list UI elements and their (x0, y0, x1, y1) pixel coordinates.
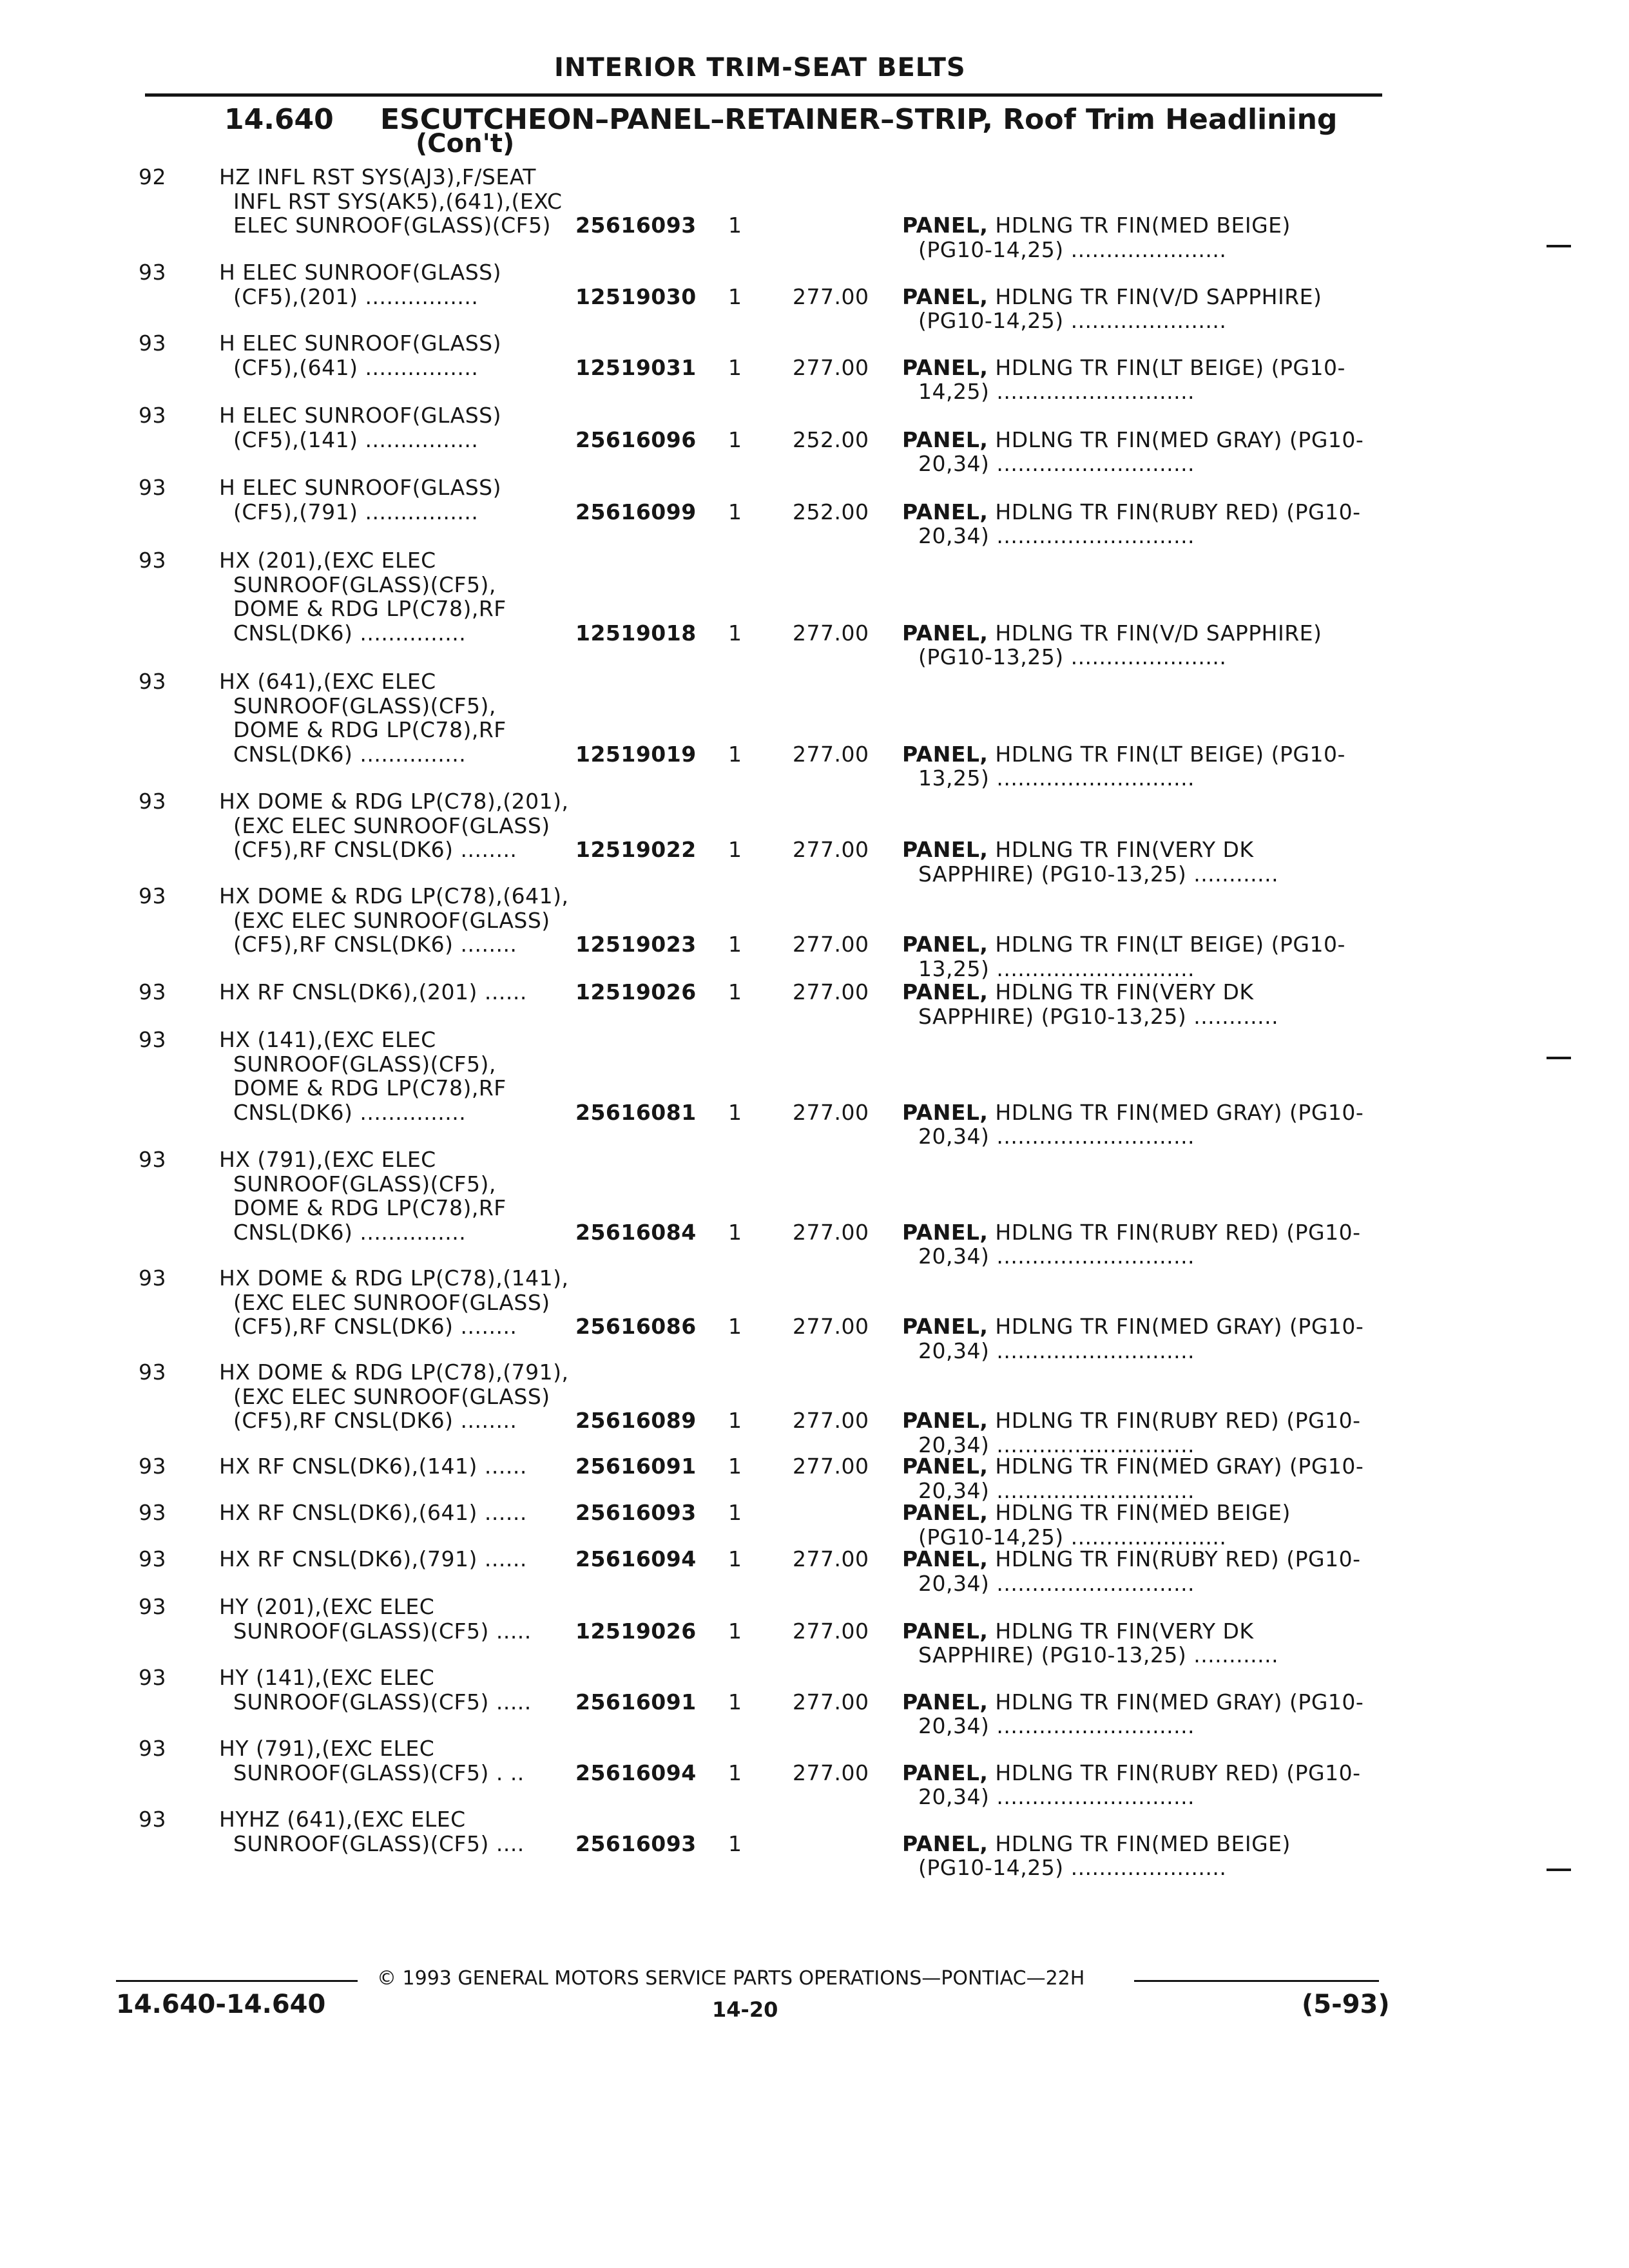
ref-number: 93 (139, 548, 166, 573)
ref-number: 93 (139, 1147, 166, 1172)
price: 277.00 (793, 620, 869, 646)
description-continued: 13,25) ............................ (918, 765, 1195, 791)
application-text: DOME & RDG LP(C78),RF (233, 596, 506, 621)
ref-number: 93 (139, 475, 166, 500)
ref-number: 93 (139, 1500, 166, 1525)
application-text: HX RF CNSL(DK6),(141) ...... (219, 1454, 527, 1479)
description-noun: PANEL, (902, 837, 988, 862)
part-number: 25616096 (575, 427, 697, 452)
description-text: HDLNG TR FIN(RUBY RED) (PG10- (995, 1408, 1361, 1433)
margin-mark (1547, 245, 1571, 247)
description-text: HDLNG TR FIN(LT BEIGE) (PG10- (995, 354, 1345, 380)
application-text: HX (641),(EXC ELEC (219, 669, 436, 694)
footer-page-number: 14-20 (712, 1997, 778, 2022)
description-continued: 20,34) ............................ (918, 1477, 1195, 1503)
description-text: HDLNG TR FIN(MED BEIGE) (995, 1500, 1291, 1525)
description (902, 1689, 1364, 1715)
description-text: HDLNG TR FIN(VERY DK (995, 979, 1254, 1004)
description-continued: 20,34) ............................ (918, 1124, 1195, 1149)
description-continued: SAPPHIRE) (PG10-13,25) ............ (918, 1642, 1279, 1667)
description-text: HDLNG TR FIN(RUBY RED) (PG10- (995, 1546, 1361, 1571)
ref-number: 93 (139, 1665, 166, 1690)
page-header-title: INTERIOR TRIM-SEAT BELTS (554, 53, 966, 82)
description-text: HDLNG TR FIN(VERY DK (995, 1618, 1254, 1644)
description (902, 1100, 1364, 1125)
description (902, 1408, 1361, 1433)
description-noun: PANEL, (902, 1099, 988, 1125)
description-continued: SAPPHIRE) (PG10-13,25) ............ (918, 861, 1279, 887)
price: 252.00 (793, 499, 869, 524)
part-number: 12519030 (575, 284, 697, 309)
application-text: HX RF CNSL(DK6),(201) ...... (219, 979, 527, 1004)
quantity: 1 (728, 1454, 742, 1479)
part-number: 25616091 (575, 1689, 697, 1715)
price: 277.00 (793, 932, 869, 957)
section-title: ESCUTCHEON–PANEL–RETAINER–STRIP, Roof Trim Headlining (380, 103, 1338, 136)
ref-number: 92 (139, 164, 166, 189)
description (902, 1314, 1364, 1339)
application-text: HX (141),(EXC ELEC (219, 1027, 436, 1052)
description-text: HDLNG TR FIN(V/D SAPPHIRE) (995, 284, 1322, 309)
description-noun: PANEL, (902, 1618, 988, 1644)
application-text: H ELEC SUNROOF(GLASS) (219, 403, 502, 428)
quantity: 1 (728, 1760, 742, 1785)
price: 277.00 (793, 1689, 869, 1715)
application-text: SUNROOF(GLASS)(CF5), (233, 572, 496, 597)
section-continued: (Con't) (416, 129, 515, 159)
part-number: 12519026 (575, 1618, 697, 1644)
price: 277.00 (793, 837, 869, 862)
price: 277.00 (793, 979, 869, 1004)
quantity: 1 (728, 1219, 742, 1245)
price: 277.00 (793, 1618, 869, 1644)
description-noun: PANEL, (902, 1689, 988, 1715)
price: 277.00 (793, 354, 869, 380)
description-continued: 20,34) ............................ (918, 451, 1195, 476)
description-text: HDLNG TR FIN(MED BEIGE) (995, 1831, 1291, 1856)
application-text: CNSL(DK6) ............... (233, 1219, 467, 1245)
description-noun: PANEL, (902, 1500, 988, 1525)
part-number: 12519022 (575, 837, 697, 862)
description (902, 742, 1345, 767)
application-text: DOME & RDG LP(C78),RF (233, 1075, 506, 1100)
description-continued: 14,25) ............................ (918, 379, 1195, 404)
footer-date-code: (5-93) (1302, 1990, 1390, 2019)
description (902, 837, 1254, 862)
footer-rule-right (1134, 1980, 1379, 1982)
quantity: 1 (728, 1500, 742, 1525)
ref-number: 93 (139, 1736, 166, 1761)
section-number: 14.640 (224, 103, 334, 136)
description-noun: PANEL, (902, 1314, 988, 1339)
description-continued: (PG10-14,25) ...................... (918, 236, 1227, 262)
part-number: 25616091 (575, 1454, 697, 1479)
application-text: (CF5),(141) ................ (233, 427, 479, 452)
application-text: DOME & RDG LP(C78),RF (233, 717, 506, 742)
application-text: DOME & RDG LP(C78),RF (233, 1195, 506, 1220)
application-text: INFL RST SYS(AK5),(641),(EXC (233, 188, 563, 214)
description-text: HDLNG TR FIN(MED GRAY) (PG10- (995, 1099, 1364, 1125)
application-text: HX DOME & RDG LP(C78),(641), (219, 883, 569, 908)
application-text: (EXC ELEC SUNROOF(GLASS) (233, 907, 550, 933)
application-text: SUNROOF(GLASS)(CF5) ..... (233, 1689, 532, 1715)
quantity: 1 (728, 932, 742, 957)
ref-number: 93 (139, 1807, 166, 1832)
description-continued: 20,34) ............................ (918, 1570, 1195, 1596)
price: 277.00 (793, 1219, 869, 1245)
application-text: SUNROOF(GLASS)(CF5) .... (233, 1831, 525, 1856)
application-text: H ELEC SUNROOF(GLASS) (219, 331, 502, 356)
margin-mark (1547, 1057, 1571, 1059)
application-text: SUNROOF(GLASS)(CF5) ..... (233, 1618, 532, 1644)
application-text: (EXC ELEC SUNROOF(GLASS) (233, 1289, 550, 1315)
part-number: 25616094 (575, 1546, 697, 1571)
description-text: HDLNG TR FIN(RUBY RED) (PG10- (995, 1219, 1361, 1245)
ref-number: 93 (139, 403, 166, 428)
description-noun: PANEL, (902, 1454, 988, 1479)
description-noun: PANEL, (902, 1546, 988, 1571)
description-text: HDLNG TR FIN(LT BEIGE) (PG10- (995, 741, 1345, 767)
ref-number: 93 (139, 1360, 166, 1385)
price: 277.00 (793, 1760, 869, 1785)
description-text: HDLNG TR FIN(MED GRAY) (PG10- (995, 1689, 1364, 1715)
application-text: CNSL(DK6) ............... (233, 1099, 467, 1125)
ref-number: 93 (139, 979, 166, 1004)
price: 277.00 (793, 1454, 869, 1479)
application-text: HZ INFL RST SYS(AJ3),F/SEAT (219, 164, 536, 189)
application-text: HX (791),(EXC ELEC (219, 1147, 436, 1172)
header-rule (145, 93, 1382, 97)
description (902, 355, 1345, 380)
application-text: (CF5),(201) ................ (233, 284, 479, 309)
description-continued: 13,25) ............................ (918, 956, 1195, 981)
part-number: 12519018 (575, 620, 697, 646)
application-text: HX DOME & RDG LP(C78),(141), (219, 1265, 569, 1291)
description-text: HDLNG TR FIN(V/D SAPPHIRE) (995, 620, 1322, 646)
description-text: HDLNG TR FIN(MED GRAY) (PG10- (995, 427, 1364, 452)
application-text: HX RF CNSL(DK6),(641) ...... (219, 1500, 527, 1525)
description-noun: PANEL, (902, 741, 988, 767)
quantity: 1 (728, 213, 742, 238)
part-number: 25616094 (575, 1760, 697, 1785)
part-number: 25616093 (575, 1500, 697, 1525)
quantity: 1 (728, 1689, 742, 1715)
price: 277.00 (793, 1408, 869, 1433)
ref-number: 93 (139, 331, 166, 356)
price: 277.00 (793, 1546, 869, 1571)
description-noun: PANEL, (902, 1831, 988, 1856)
description-text: HDLNG TR FIN(VERY DK (995, 837, 1254, 862)
application-text: HX RF CNSL(DK6),(791) ...... (219, 1546, 527, 1571)
description (902, 499, 1361, 524)
application-text: HY (201),(EXC ELEC (219, 1594, 435, 1619)
description-continued: 20,34) ............................ (918, 1338, 1195, 1363)
description-noun: PANEL, (902, 284, 988, 309)
description-noun: PANEL, (902, 427, 988, 452)
description-continued: (PG10-14,25) ...................... (918, 308, 1227, 333)
description (902, 1454, 1364, 1479)
description-continued: 20,34) ............................ (918, 1784, 1195, 1809)
quantity: 1 (728, 427, 742, 452)
description-noun: PANEL, (902, 979, 988, 1004)
description-continued: 20,34) ............................ (918, 523, 1195, 548)
ref-number: 93 (139, 789, 166, 814)
description-text: HDLNG TR FIN(MED GRAY) (PG10- (995, 1454, 1364, 1479)
quantity: 1 (728, 284, 742, 309)
ref-number: 93 (139, 260, 166, 285)
part-number: 25616081 (575, 1099, 697, 1125)
part-number: 25616084 (575, 1219, 697, 1245)
description-noun: PANEL, (902, 1760, 988, 1785)
price: 252.00 (793, 427, 869, 452)
quantity: 1 (728, 1831, 742, 1856)
quantity: 1 (728, 354, 742, 380)
description (902, 1546, 1361, 1571)
footer-section-range: 14.640-14.640 (116, 1990, 326, 2019)
description (902, 1831, 1291, 1856)
description (902, 620, 1322, 646)
description-text: HDLNG TR FIN(LT BEIGE) (PG10- (995, 932, 1345, 957)
description (902, 1760, 1361, 1785)
description (902, 979, 1254, 1004)
application-text: (CF5),RF CNSL(DK6) ........ (233, 837, 517, 862)
application-text: SUNROOF(GLASS)(CF5) . .. (233, 1760, 525, 1785)
ref-number: 93 (139, 1265, 166, 1291)
application-text: H ELEC SUNROOF(GLASS) (219, 260, 502, 285)
description-continued: (PG10-14,25) ...................... (918, 1524, 1227, 1550)
description-text: HDLNG TR FIN(RUBY RED) (PG10- (995, 1760, 1361, 1785)
description-continued: SAPPHIRE) (PG10-13,25) ............ (918, 1003, 1279, 1029)
ref-number: 93 (139, 883, 166, 908)
description-text: HDLNG TR FIN(MED BEIGE) (995, 213, 1291, 238)
footer-rule-left (116, 1980, 358, 1982)
quantity: 1 (728, 1408, 742, 1433)
quantity: 1 (728, 837, 742, 862)
application-text: HX (201),(EXC ELEC (219, 548, 436, 573)
description (902, 1619, 1254, 1644)
application-text: (CF5),RF CNSL(DK6) ........ (233, 1408, 517, 1433)
part-number: 25616099 (575, 499, 697, 524)
description-noun: PANEL, (902, 1219, 988, 1245)
ref-number: 93 (139, 1594, 166, 1619)
application-text: H ELEC SUNROOF(GLASS) (219, 475, 502, 500)
price: 277.00 (793, 284, 869, 309)
description (902, 213, 1291, 238)
price: 277.00 (793, 1314, 869, 1339)
application-text: SUNROOF(GLASS)(CF5), (233, 693, 496, 718)
description (902, 932, 1345, 957)
application-text: (EXC ELEC SUNROOF(GLASS) (233, 1383, 550, 1409)
description (902, 1220, 1361, 1245)
application-text: HX DOME & RDG LP(C78),(791), (219, 1360, 569, 1385)
description-continued: (PG10-14,25) ...................... (918, 1855, 1227, 1880)
application-text: (EXC ELEC SUNROOF(GLASS) (233, 812, 550, 838)
quantity: 1 (728, 1099, 742, 1125)
part-number: 12519031 (575, 354, 697, 380)
description-noun: PANEL, (902, 932, 988, 957)
margin-mark (1547, 1869, 1571, 1871)
description-continued: 20,34) ............................ (918, 1713, 1195, 1738)
application-text: ELEC SUNROOF(GLASS)(CF5) (233, 213, 551, 238)
application-text: (CF5),RF CNSL(DK6) ........ (233, 932, 517, 957)
application-text: (CF5),RF CNSL(DK6) ........ (233, 1314, 517, 1339)
quantity: 1 (728, 499, 742, 524)
description-noun: PANEL, (902, 1408, 988, 1433)
application-text: (CF5),(791) ................ (233, 499, 479, 524)
part-number: 25616093 (575, 1831, 697, 1856)
application-text: HY (141),(EXC ELEC (219, 1665, 435, 1690)
ref-number: 93 (139, 1454, 166, 1479)
description-continued: 20,34) ............................ (918, 1244, 1195, 1269)
application-text: HX DOME & RDG LP(C78),(201), (219, 789, 569, 814)
part-number: 12519026 (575, 979, 697, 1004)
application-text: CNSL(DK6) ............... (233, 620, 467, 646)
ref-number: 93 (139, 1027, 166, 1052)
quantity: 1 (728, 620, 742, 646)
application-text: HYHZ (641),(EXC ELEC (219, 1807, 466, 1832)
part-number: 25616086 (575, 1314, 697, 1339)
part-number: 25616093 (575, 213, 697, 238)
part-number: 12519023 (575, 932, 697, 957)
application-text: SUNROOF(GLASS)(CF5), (233, 1171, 496, 1196)
ref-number: 93 (139, 1546, 166, 1571)
application-text: (CF5),(641) ................ (233, 354, 479, 380)
description (902, 427, 1364, 452)
application-text: HY (791),(EXC ELEC (219, 1736, 435, 1761)
quantity: 1 (728, 741, 742, 767)
description-noun: PANEL, (902, 354, 988, 380)
application-text: SUNROOF(GLASS)(CF5), (233, 1051, 496, 1077)
quantity: 1 (728, 1618, 742, 1644)
description-continued: 20,34) ............................ (918, 1432, 1195, 1457)
price: 277.00 (793, 741, 869, 767)
quantity: 1 (728, 1546, 742, 1571)
quantity: 1 (728, 1314, 742, 1339)
quantity: 1 (728, 979, 742, 1004)
description-noun: PANEL, (902, 620, 988, 646)
description-text: HDLNG TR FIN(RUBY RED) (PG10- (995, 499, 1361, 524)
description (902, 1500, 1291, 1525)
description (902, 284, 1322, 309)
description-continued: (PG10-13,25) ...................... (918, 644, 1227, 669)
description-noun: PANEL, (902, 499, 988, 524)
description-text: HDLNG TR FIN(MED GRAY) (PG10- (995, 1314, 1364, 1339)
part-number: 12519019 (575, 741, 697, 767)
ref-number: 93 (139, 669, 166, 694)
part-number: 25616089 (575, 1408, 697, 1433)
footer-copyright: © 1993 GENERAL MOTORS SERVICE PARTS OPERATIONS—PONTIAC—22H (377, 1967, 1085, 1990)
price: 277.00 (793, 1099, 869, 1125)
application-text: CNSL(DK6) ............... (233, 741, 467, 767)
description-noun: PANEL, (902, 213, 988, 238)
